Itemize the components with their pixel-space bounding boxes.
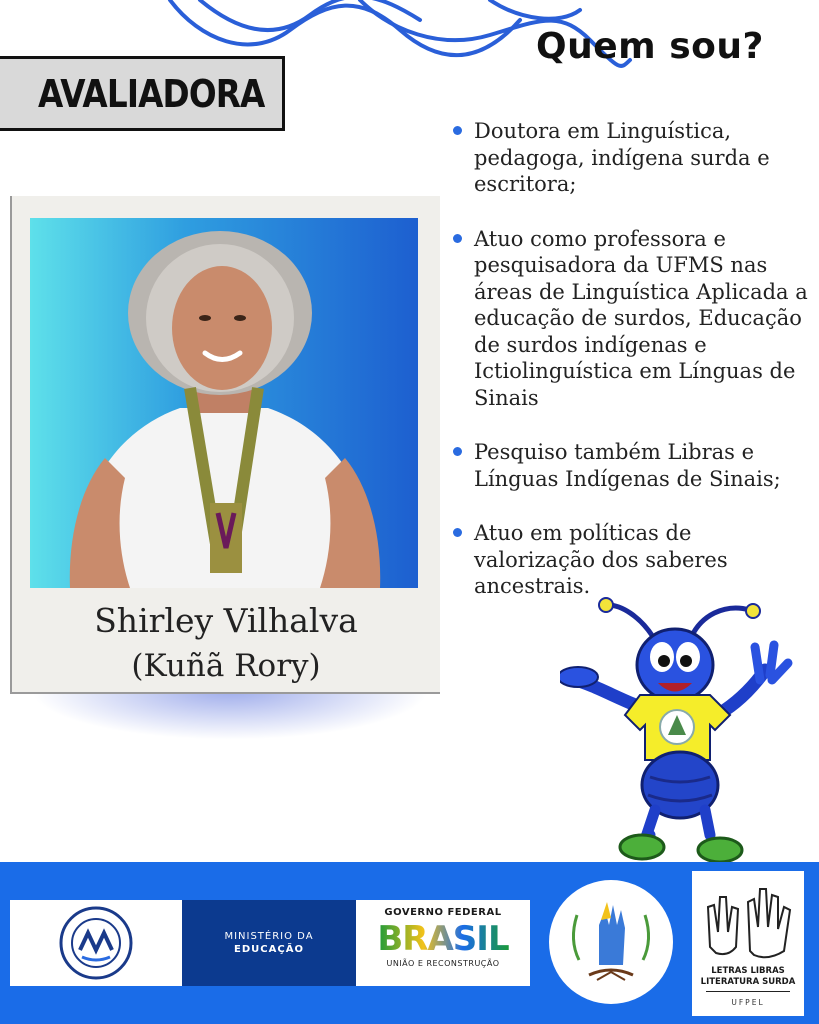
ant-mascot — [560, 585, 800, 870]
project-circle-logo — [549, 880, 673, 1004]
mec-line2: EDUCAÇÃO — [234, 944, 304, 955]
section-title: Quem sou? — [536, 26, 764, 67]
gov-brand-text: BRASIL — [377, 919, 509, 959]
letras-line1: LETRAS LIBRAS — [711, 966, 785, 976]
gov-tagline: UNIÃO E RECONSTRUÇÃO — [386, 959, 500, 968]
mec-logo — [182, 900, 356, 986]
profile-nickname: (Kuñã Rory) — [131, 648, 321, 684]
bio-item: Atuo em políticas de valorização dos saberes ancestrais. — [453, 520, 813, 600]
footer-banner — [0, 862, 819, 1024]
profile-card — [10, 196, 440, 694]
mec-line1: MINISTÉRIO DA — [224, 931, 314, 942]
letras-line2: LITERATURA SURDA — [700, 977, 796, 987]
gov-line1: GOVERNO FEDERAL — [384, 907, 502, 918]
ufpel-seal-icon — [58, 905, 134, 981]
bio-list — [453, 118, 813, 628]
gov-logo — [356, 900, 530, 986]
hands-sign-icon — [698, 877, 798, 962]
role-badge-label: AVALIADORA — [38, 71, 265, 116]
bio-item: Atuo como professora e pesquisadora da UFMS nas áreas de Linguística Aplicada a educação de surdos, Educação de surdos indígenas e Ictiolinguística em Línguas de Sinais — [453, 226, 813, 412]
letras-line3: UFPEL — [731, 998, 765, 1007]
profile-name: Shirley Vilhalva — [94, 601, 358, 640]
ufpel-logo — [10, 900, 182, 986]
letras-libras-logo — [692, 871, 804, 1016]
role-badge — [0, 56, 285, 131]
polaroid-shadow — [30, 690, 430, 740]
letras-divider — [706, 991, 790, 992]
profile-photo — [30, 218, 418, 588]
bio-item: Doutora em Linguística, pedagoga, indígena surda e escritora; — [453, 118, 813, 198]
bio-item: Pesquiso também Libras e Línguas Indígenas de Sinais; — [453, 439, 813, 492]
gov-brand — [356, 921, 530, 957]
hand-tree-icon — [549, 880, 673, 1004]
portrait-illustration — [30, 218, 418, 588]
